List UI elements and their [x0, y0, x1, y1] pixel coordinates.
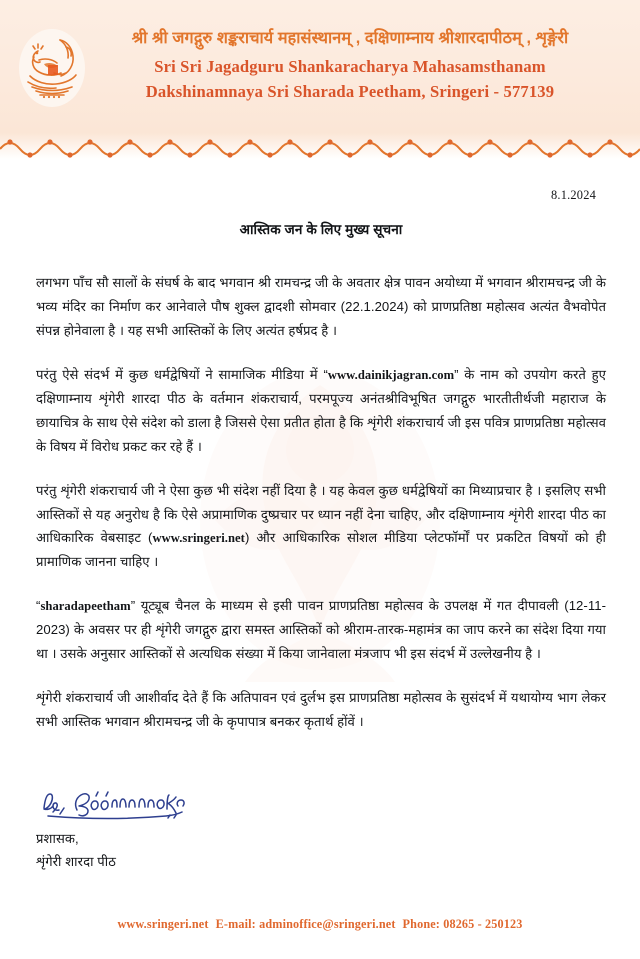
- paragraph-2-text-before: परंतु ऐसे संदर्भ में कुछ धर्मद्वेषियों ने सामाजिक मीडिया में “: [36, 366, 328, 382]
- notice-body: [36, 271, 606, 734]
- paragraph-3-text-before: परंतु शृंगेरी शंकराचार्य जी ने ऐसा कुछ भी संदेश नहीं दिया है । यह केवल कुछ धर्मद्वेषियों का मिथ्याप्रचार है । इसलिए सभी आस्तिकों से यह अनुरोध है कि ऐसे अप्रामाणिक दुष्प्रचार पर ध्यान नहीं देना चाहिए, और दक्षिणाम्नाय शृंगेरी शारदा पीठ का आधिकारिक वेबसाइट (: [36, 482, 606, 546]
- footer-website[interactable]: www.sringeri.net: [117, 917, 209, 931]
- paragraph-5-text: शृंगेरी शंकराचार्य जी आशीर्वाद देते हैं कि अतिपावन एवं दुर्लभ इस प्राणप्रतिष्ठा महोत्सव के सुसंदर्भ में यथायोग्य भाग लेकर सभी आस्तिक भगवान श्रीरामचन्द्र जी के कृपापात्र बनकर कृतार्थ होंवें ।: [36, 690, 606, 730]
- notice-date: 8.1.2024: [551, 188, 596, 202]
- paragraph-4-text-after: ” यूट्यूब चैनल के माध्यम से इसी पावन प्राणप्रतिष्ठा महोत्सव के उपलक्ष में गत दीपावली (12-11-2023) के अवसर पर ही शृंगेरी जगद्गुरु द्वारा समस्त आस्तिकों को श्रीराम-तारक-महामंत्र का जाप करने का संदेश दिया गया था । उसके अनुसार आस्तिकों से अत्यधिक संख्या में किया जानेवाला मंत्रजाप भी इस संदर्भ में उल्लेखनीय है ।: [36, 598, 606, 662]
- notice-content: [0, 188, 640, 734]
- document-footer: [0, 917, 640, 932]
- notice-title: आस्तिक जन के लिए मुख्य सूचना: [239, 222, 403, 237]
- paragraph-3-text-after: ) और आधिकारिक सोशल मीडिया प्लेटफॉर्मों पर प्रकटित विषयों को ही प्रामाणिक जानना चाहिए ।: [36, 530, 607, 570]
- paragraph-2-text-after: ” के नाम को उपयोग करते हुए दक्षिणाम्नाय शृंगेरी शारदा पीठ के वर्तमान शंकराचार्य, परमपूज्य अनंतश्रीविभूषित जगद्गुरु भारतीतीर्थजी महाराज के छायाचित्र के साथ ऐसे संदेश को डाला है जिससे ऐसा प्रतीत होता है कि शृंगेरी शंकराचार्य जी इस पवित्र प्राणप्रतिष्ठा महोत्सव के विषय में विरोध प्रकट कर रहे हैं ।: [36, 366, 606, 454]
- signature-designation: प्रशासक,: [36, 831, 79, 846]
- paragraph-1-text: लगभग पाँच सौ सालों के संघर्ष के बाद भगवान श्री रामचन्द्र जी के अवतार क्षेत्र पावन अयोध्या में भगवान श्रीरामचन्द्र जी के भव्य मंदिर का निर्माण कर आनेवाले पौष शुक्ल द्वादशी सोमवार (22.1.2024) को प्राणप्रतिष्ठा महोत्सव अत्यंत वैभवोपेत संपन्न होनेवाला है । यह सभी आस्तिकों के लिए अत्यंत हर्षप्रद है ।: [36, 275, 606, 338]
- handwritten-signature: [36, 782, 221, 828]
- signature-block: [0, 782, 640, 874]
- paragraph-4-text-before: “: [36, 598, 41, 614]
- dainikjagran-url[interactable]: www.dainikjagran.com: [327, 367, 455, 382]
- letterhead-roman-line-2: Dakshinamnaya Sri Sharada Peetham, Sringeri - 577139: [145, 81, 555, 101]
- notice-paragraph-5: [36, 686, 606, 734]
- sringeri-official-url[interactable]: www.sringeri.net: [152, 531, 245, 546]
- letterhead-banner: [0, 0, 640, 133]
- signature-institution: शृंगेरी शारदा पीठ: [36, 853, 116, 869]
- footer-phone: Phone: 08265 - 250123: [402, 917, 523, 931]
- letterhead-text-group: [86, 29, 622, 105]
- letterhead-roman-line-1: Sri Sri Jagadguru Shankaracharya Mahasamsthanam: [154, 57, 546, 77]
- notice-paragraph-4: [36, 594, 606, 666]
- sringeri-peacock-crest-icon: [14, 27, 90, 109]
- notice-paragraph-2: [36, 363, 606, 459]
- notice-paragraph-1: [36, 271, 606, 343]
- footer-email[interactable]: E-mail: adminoffice@sringeri.net: [215, 917, 396, 931]
- sharadapeetham-channel-name[interactable]: sharadapeetham: [40, 599, 131, 614]
- notice-paragraph-3: [36, 479, 606, 575]
- letterhead-sanskrit-line: श्री श्री जगद्गुरु शङ्कराचार्य महासंस्थानम् , दक्षिणाम्नाय श्रीशारदापीठम् , शृङ्गेरी: [131, 28, 569, 47]
- decorative-wave-divider: [0, 133, 640, 159]
